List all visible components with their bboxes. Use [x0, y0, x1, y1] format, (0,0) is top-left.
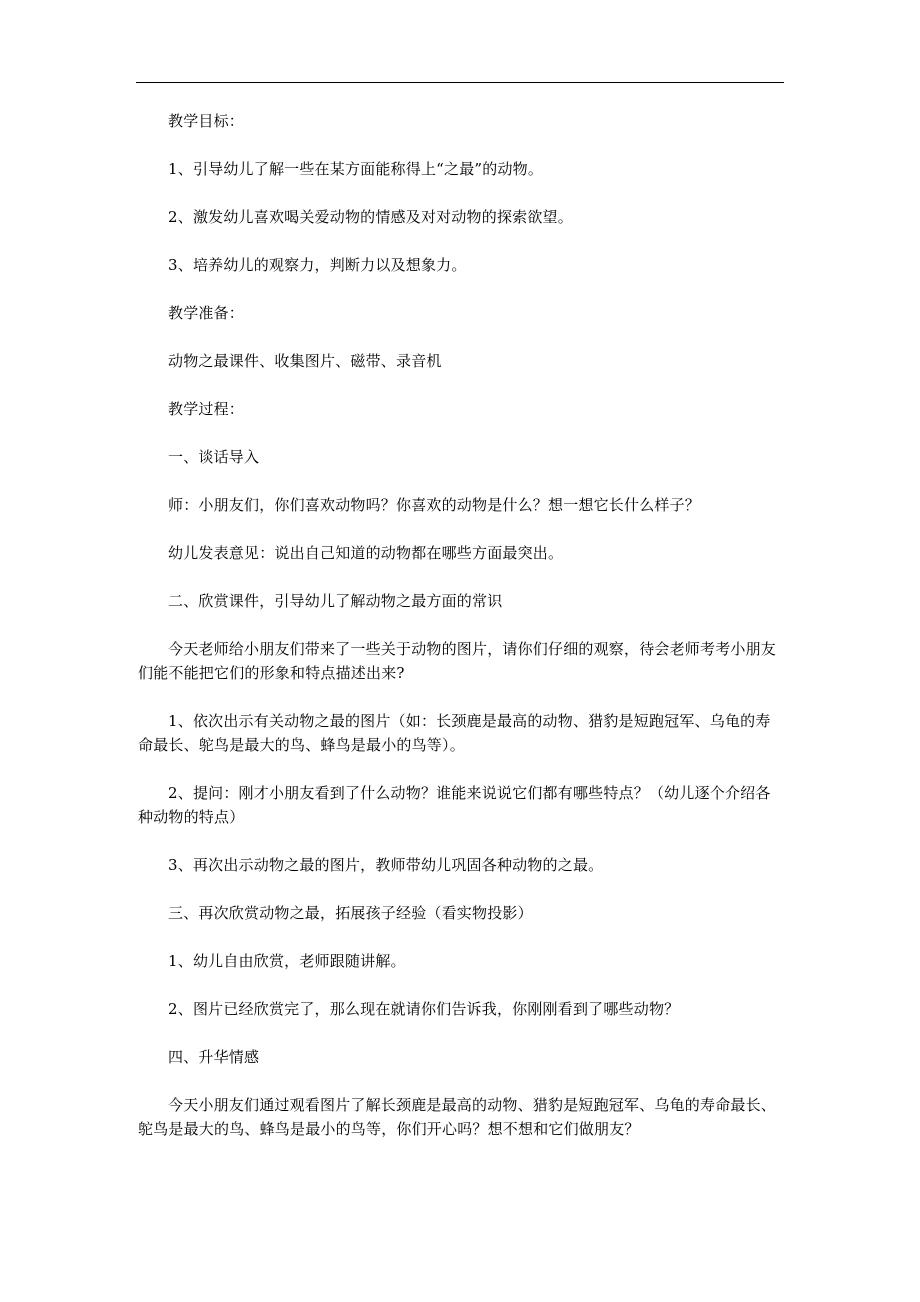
- section-2-intro: 今天老师给小朋友们带来了一些关于动物的图片，请你们仔细的观察，待会老师考考小朋友们能不能把它们的形象和特点描述出来?: [138, 640, 777, 682]
- goal-item-3: 3、培养幼儿的观察力，判断力以及想象力。: [168, 256, 467, 274]
- section-3-item-2: 2、图片已经欣赏完了，那么现在就请你们告诉我，你刚刚看到了哪些动物？: [168, 1000, 680, 1018]
- section-3-title: 三、再次欣赏动物之最，拓展孩子经验（看实物投影）: [168, 904, 533, 922]
- heading-teaching-goals: 教学目标：: [168, 112, 245, 130]
- section-4-title: 四、升华情感: [168, 1048, 260, 1066]
- section-1-teacher-line: 师：小朋友们，你们喜欢动物吗？你喜欢的动物是什么？想一想它长什么样子？: [168, 496, 701, 514]
- section-2-item-2: 2、提问：刚才小朋友看到了什么动物？谁能来说说它们都有哪些特点？（幼儿逐个介绍各种动物的特点）: [138, 784, 771, 826]
- section-1-children-line: 幼儿发表意见：说出自己知道的动物都在哪些方面最突出。: [168, 544, 564, 562]
- prep-materials: 动物之最课件、收集图片、磁带、录音机: [168, 352, 442, 370]
- heading-teaching-prep: 教学准备：: [168, 304, 245, 322]
- goal-item-2: 2、激发幼儿喜欢喝关爱动物的情感及对对动物的探索欲望。: [168, 208, 573, 226]
- goal-item-1: 1、引导幼儿了解一些在某方面能称得上“之最”的动物。: [168, 160, 544, 178]
- heading-teaching-process: 教学过程：: [168, 400, 245, 418]
- document-body: [138, 109, 781, 1165]
- section-4-body: 今天小朋友们通过观看图片了解长颈鹿是最高的动物、猎豹是短跑冠军、乌龟的寿命最长、鸵鸟是最大的鸟、蜂鸟是最小的鸟等，你们开心吗？想不想和它们做朋友？: [138, 1096, 777, 1138]
- section-2-item-1: 1、依次出示有关动物之最的图片（如：长颈鹿是最高的动物、猎豹是短跑冠军、乌龟的寿命最长、鸵鸟是最大的鸟、蜂鸟是最小的鸟等）。: [138, 712, 771, 754]
- section-3-item-1: 1、幼儿自由欣赏，老师跟随讲解。: [168, 952, 406, 970]
- header-rule: [136, 82, 784, 83]
- section-2-item-3: 3、再次出示动物之最的图片，教师带幼儿巩固各种动物的之最。: [168, 856, 604, 874]
- section-2-title: 二、欣赏课件，引导幼儿了解动物之最方面的常识: [168, 592, 503, 610]
- section-1-title: 一、谈话导入: [168, 448, 260, 466]
